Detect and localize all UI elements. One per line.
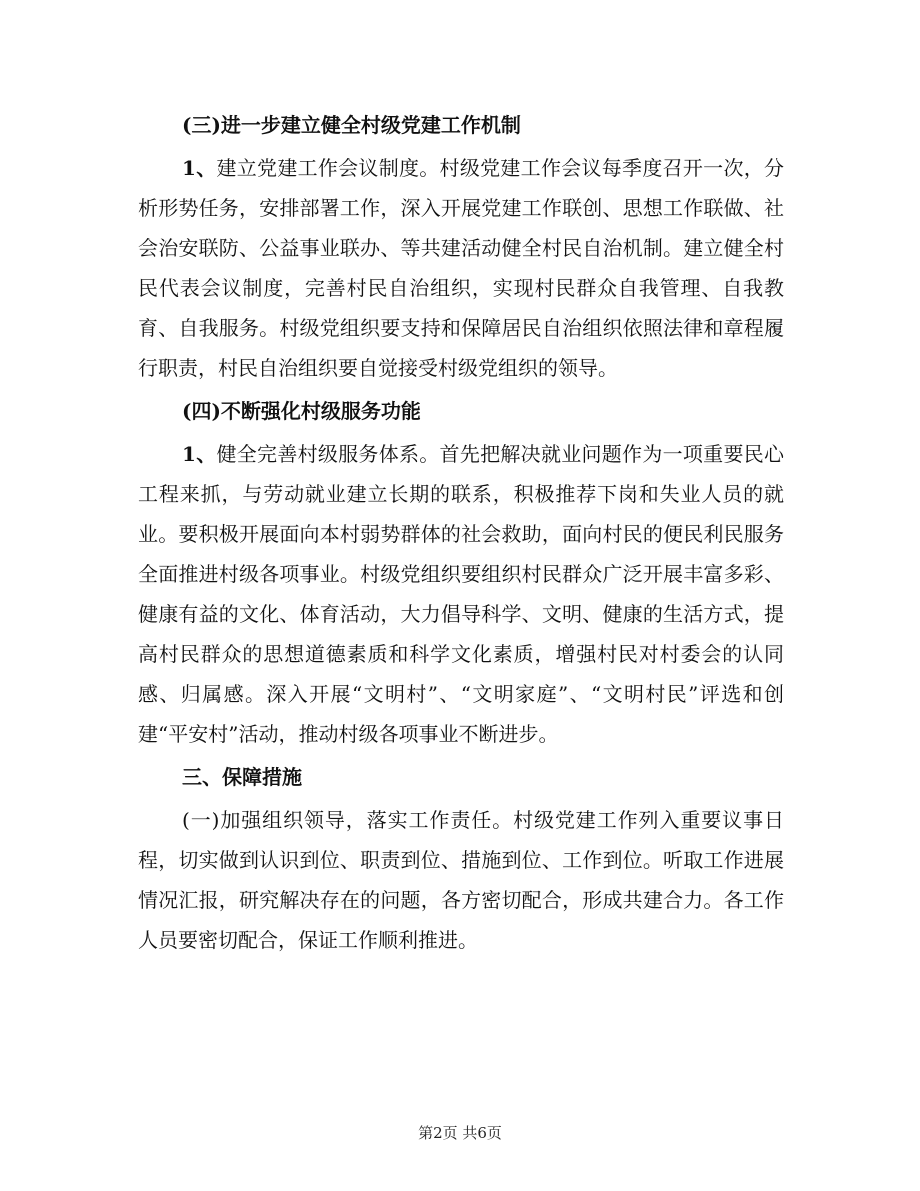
section-heading-4: (四)不断强化村级服务功能 <box>182 399 421 423</box>
section-heading-3: (三)进一步建立健全村级党建工作机制 <box>182 113 521 137</box>
paragraph-service-system <box>138 434 784 754</box>
page-number-footer: 第2页 共6页 <box>418 1124 502 1142</box>
paragraph-meeting-system <box>138 148 784 388</box>
paragraph-text: 建立党建工作会议制度。村级党建工作会议每季度召开一次，分析形势任务，安排部署工作，深入开展党建工作联创、思想工作联做、社会治安联防、公益事业联办、等共建活动健全村民自治机制。建立健全村民代表会议制度，完善村民自治组织，实现村民群众自我管理、自我教育、自我服务。村级党组织要支持和保障居民自治组织依照法律和章程履行职责，村民自治组织要自觉接受村级党组织的领导。 <box>138 156 785 380</box>
paragraph-number: 1、 <box>182 156 217 180</box>
paragraph-leadership: (一)加强组织领导，落实工作责任。村级党建工作列入重要议事日程，切实做到认识到位、职责到位、措施到位、工作到位。听取工作进展情况汇报，研究解决存在的问题，各方密切配合，形成共建合力。各工作人员要密切配合，保证工作顺利推进。 <box>138 808 784 952</box>
paragraph-number: 1、 <box>182 442 217 466</box>
section-heading-measures: 三、保障措施 <box>182 765 302 789</box>
paragraph-text: 健全完善村级服务体系。首先把解决就业问题作为一项重要民心工程来抓，与劳动就业建立长期的联系，积极推荐下岗和失业人员的就业。要积极开展面向本村弱势群体的社会救助，面向村民的便民利民服务全面推进村级各项事业。村级党组织要组织村民群众广泛开展丰富多彩、健康有益的文化、体育活动，大力倡导科学、文明、健康的生活方式，提高村民群众的思想道德素质和科学文化素质，增强村民对村委会的认同感、归属感。深入开展“文明村”、“文明家庭”、“文明村民”评选和创建“平安村”活动，推动村级各项事业不断进步。 <box>138 442 785 746</box>
document-body <box>138 106 784 964</box>
